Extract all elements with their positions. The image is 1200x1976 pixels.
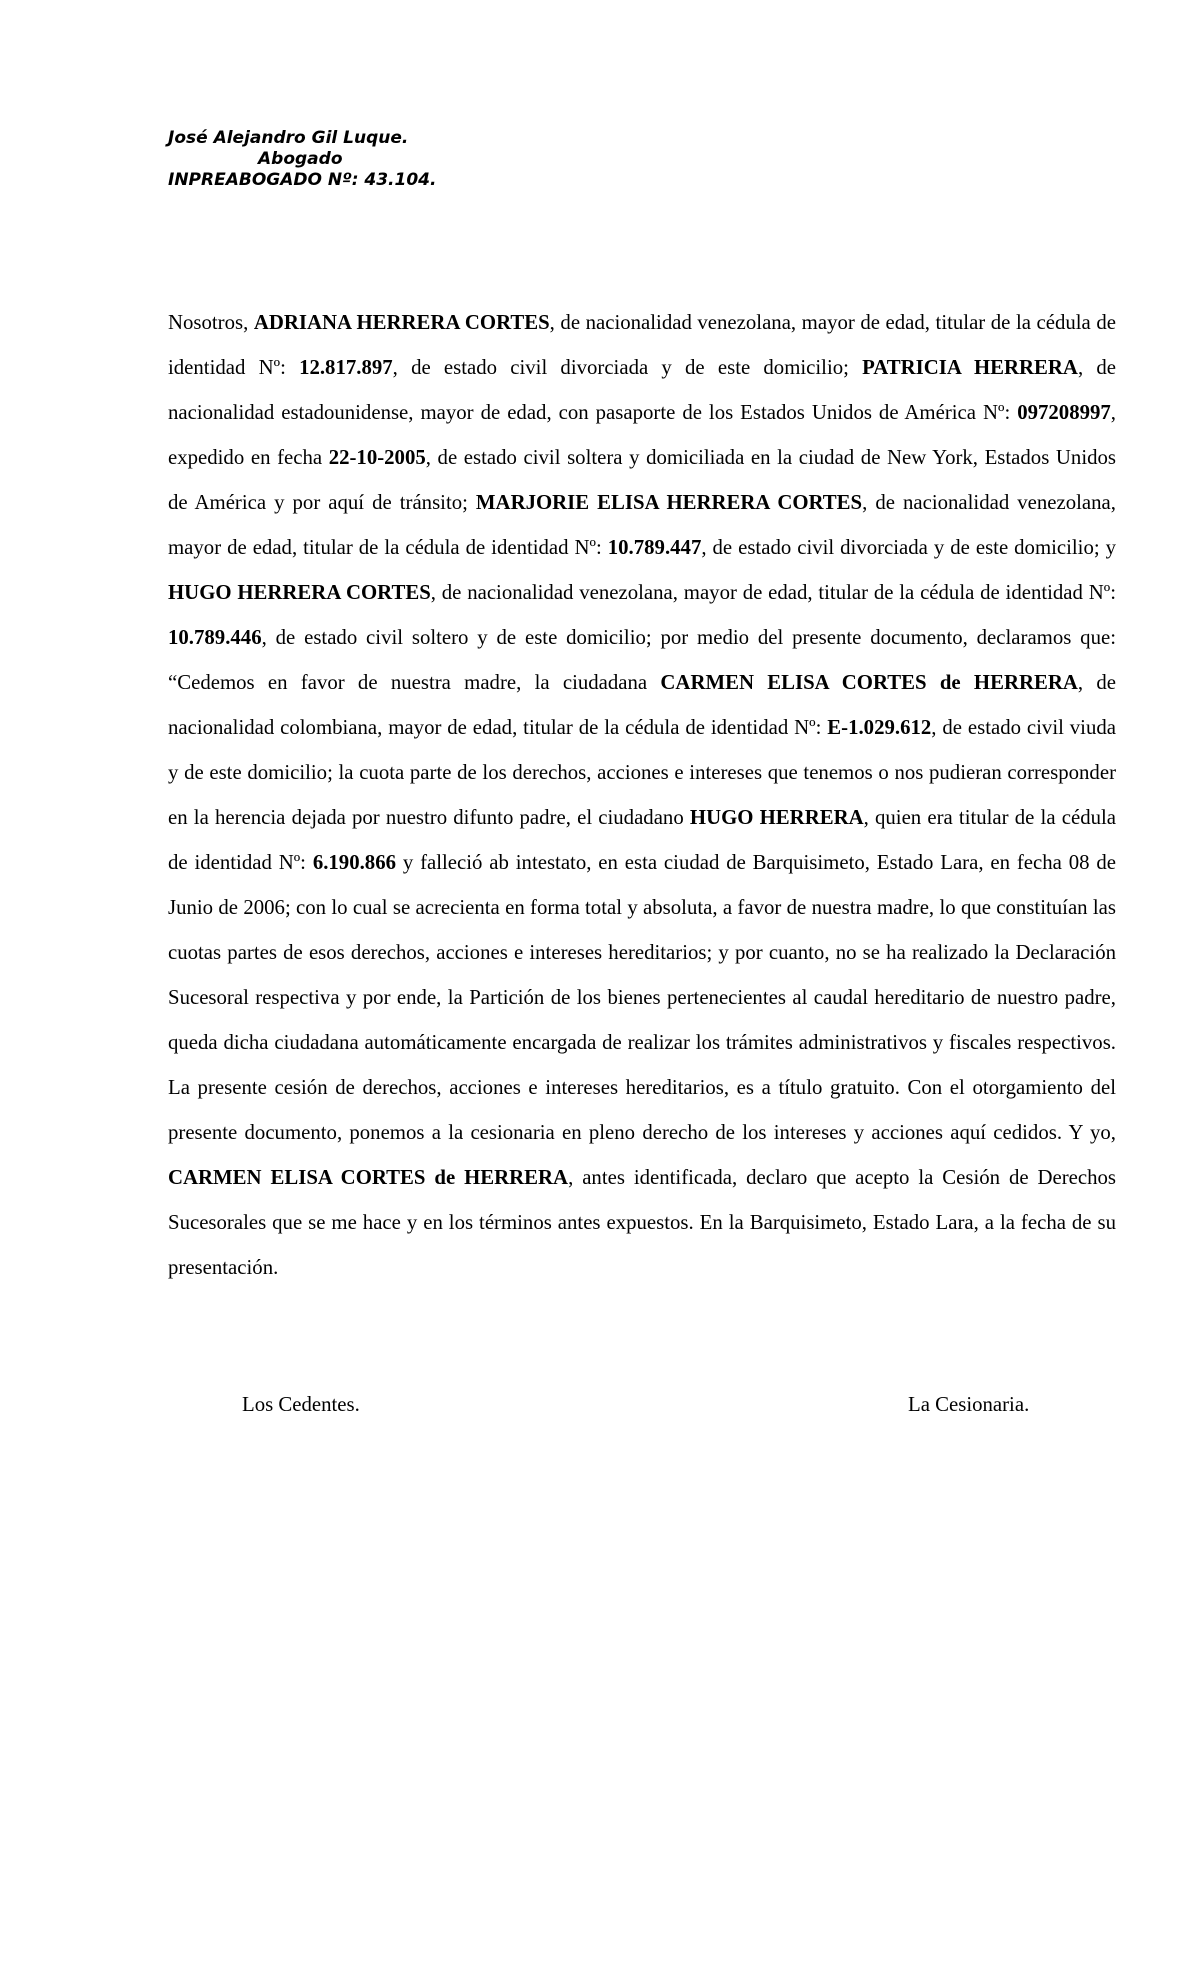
body-segment-bold: E-1.029.612 bbox=[827, 716, 932, 739]
body-segment-bold: HUGO HERRERA CORTES bbox=[168, 581, 431, 604]
body-segment-bold: 10.789.447 bbox=[607, 536, 702, 559]
grantors-signature-label: Los Cedentes. bbox=[242, 1393, 360, 1416]
letterhead bbox=[168, 128, 436, 191]
body-segment: , antes identificada, declaro que acepto la Cesión de Derechos Sucesorales que se me hace y en los términos antes expuestos. En la Barquisimeto, Estado Lara, a la fecha de su presentación. bbox=[168, 1166, 1117, 1279]
body-segment: , de nacionalidad venezolana, mayor de edad, titular de la cédula de identidad Nº: bbox=[168, 491, 1116, 559]
body-segment: , de estado civil soltera y domiciliada en la ciudad de New York, Estados Unidos de América y por aquí de tránsito; bbox=[168, 446, 1116, 514]
body-segment: , de nacionalidad colombiana, mayor de edad, titular de la cédula de identidad Nº: bbox=[168, 671, 1116, 739]
lawyer-registration: INPREABOGADO Nº: 43.104. bbox=[168, 170, 437, 190]
body-segment: , de estado civil divorciada y de este domicilio; bbox=[392, 356, 863, 379]
body-segment: , de estado civil divorciada y de este domicilio; y bbox=[701, 536, 1117, 559]
body-segment-bold: 6.190.866 bbox=[312, 851, 396, 874]
body-segment-bold: 22-10-2005 bbox=[328, 446, 426, 469]
body-segment: , de nacionalidad venezolana, mayor de edad, titular de la cédula de identidad Nº: bbox=[430, 581, 1116, 604]
signature-block bbox=[0, 1385, 1200, 1425]
body-segment: y falleció ab intestato, en esta ciudad de Barquisimeto, Estado Lara, en fecha 08 de Junio de 2006; con lo cual se acrecienta en forma total y absoluta, a favor de nuestra madre, lo que constituían las cuotas partes de esos derechos, acciones e intereses hereditarios; y por cuanto, no se ha realizado la Declaración Sucesoral respectiva y por ende, la Partición de los bienes pertenecientes al caudal hereditario de nuestro padre, queda dicha ciudadana automáticamente encargada de realizar los trámites administrativos y fiscales respectivos. La presente cesión de derechos, acciones e intereses hereditarios, es a título gratuito. Con el otorgamiento del presente documento, ponemos a la cesionaria en pleno derecho de los intereses y acciones aquí cedidos. Y yo, bbox=[168, 851, 1116, 1144]
body-segment-bold: CARMEN ELISA CORTES de HERRERA bbox=[660, 671, 1078, 694]
lawyer-title: Abogado bbox=[258, 149, 343, 169]
body-segment-bold: MARJORIE ELISA HERRERA CORTES bbox=[475, 491, 863, 514]
body-segment: , de nacionalidad venezolana, mayor de edad, titular de la cédula de identidad Nº: bbox=[168, 311, 1116, 379]
body-segment: , de estado civil soltero y de este domicilio; por medio del presente documento, declaramos que: “Cedemos en favor de nuestra madre, la ciudadana bbox=[168, 626, 1116, 694]
body-segment-bold: 10.789.446 bbox=[168, 626, 262, 649]
body-segment: , expedido en fecha bbox=[168, 401, 1116, 469]
body-segment-bold: ADRIANA HERRERA CORTES bbox=[253, 311, 550, 334]
body-segment-bold: PATRICIA HERRERA bbox=[862, 356, 1078, 379]
body-segment-bold: HUGO HERRERA bbox=[689, 806, 864, 829]
body-segment-bold: CARMEN ELISA CORTES de HERRERA bbox=[168, 1166, 569, 1189]
body-segment-bold: 097208997 bbox=[1017, 401, 1111, 424]
body-segment-bold: 12.817.897 bbox=[299, 356, 393, 379]
body-segment: , quien era titular de la cédula de identidad Nº: bbox=[168, 806, 1116, 874]
body-segment: , de nacionalidad estadounidense, mayor de edad, con pasaporte de los Estados Unidos de América Nº: bbox=[168, 356, 1116, 424]
body-segment: , de estado civil viuda y de este domicilio; la cuota parte de los derechos, acciones e intereses que tenemos o nos pudieran corresponder en la herencia dejada por nuestro difunto padre, el ciudadano bbox=[168, 716, 1116, 829]
document-body bbox=[168, 300, 1116, 1290]
body-segment: Nosotros, bbox=[168, 311, 254, 334]
lawyer-name: José Alejandro Gil Luque. bbox=[168, 128, 409, 148]
grantee-signature-label: La Cesionaria. bbox=[908, 1393, 1030, 1416]
